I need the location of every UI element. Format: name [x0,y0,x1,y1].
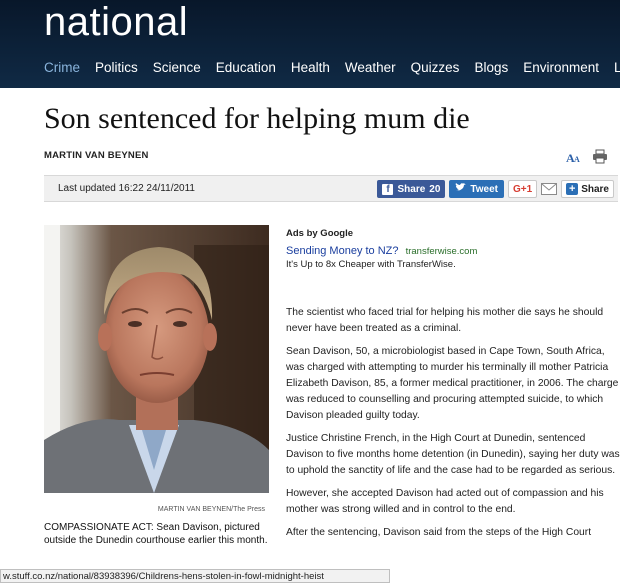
text-size-icon[interactable] [566,150,582,164]
article-tools [566,150,608,164]
facebook-share-button[interactable] [377,180,445,198]
share-label: Share [581,183,609,195]
nav-item-truncated[interactable]: L [614,59,622,75]
twitter-bird-icon [455,183,466,195]
share-buttons [377,180,614,198]
tweet-label: Tweet [470,183,499,195]
photo-caption: COMPASSIONATE ACT: Sean Davison, pictured outside the Dunedin courthouse earlier this month. [44,522,268,546]
nav-item-environment[interactable]: Environment [523,59,600,75]
nav-item-weather[interactable]: Weather [344,59,396,75]
article-paragraph: Sean Davison, 50, a microbiologist based in Cape Town, South Africa, was charged with attempting to murder his terminally ill mother Patricia Elizabeth Davison, 85, a former medical practitioner, in 2006. The charge was reduced to counselling and procuring attempted suicide, to which Davison pleaded guilty today. [286,346,619,421]
facebook-share-count: 20 [429,183,441,195]
article-body [286,305,620,548]
nav-item-science[interactable]: Science [152,59,201,75]
nav-item-blogs[interactable]: Blogs [474,59,509,75]
nav-item-education[interactable]: Education [215,59,276,75]
ad-url[interactable]: transferwise.com [405,246,478,257]
ad-text: It's Up to 8x Cheaper with TransferWise. [286,259,456,270]
masthead [0,0,620,88]
nav-item-crime[interactable]: Crime [44,59,80,75]
article-photo [44,225,269,493]
article-paragraph: The scientist who faced trial for helping his mother die says he should never have been treated as a criminal. [286,307,604,334]
article-headline: Son sentenced for helping mum die [44,102,470,135]
facebook-icon: f [382,184,393,195]
ad-title-link[interactable]: Sending Money to NZ? [286,245,399,257]
ads-label[interactable]: Ads by Google [286,228,354,239]
email-icon[interactable] [541,183,557,195]
last-updated: Last updated 16:22 24/11/2011 [58,183,195,194]
print-icon[interactable] [592,150,608,164]
ad-block [286,245,616,257]
article-paragraph: However, she accepted Davison had acted out of compassion and his mother was strong willed and in control to the end. [286,488,604,515]
tweet-button[interactable] [449,180,504,198]
article-paragraph: After the sentencing, Davison said from the steps of the High Court [286,527,592,538]
svg-text:A: A [566,151,575,165]
browser-status-url: w.stuff.co.nz/national/83938396/Childrens-hens-stolen-in-fowl-midnight-heist [0,569,390,583]
nav-item-politics[interactable]: Politics [95,59,138,75]
photo-credit: MARTIN VAN BEYNEN/The Press [157,506,265,513]
nav-item-health[interactable]: Health [290,59,330,75]
article-paragraph: Justice Christine French, in the High Court at Dunedin, sentenced Davison to five months home detention (in Dunedin), saying her duty was to uphold the sanctity of life and the case had to be regarded as serious. [286,433,620,476]
google-ads [286,228,616,270]
google-plus-button[interactable]: G+1 [508,180,537,198]
main-nav [0,52,620,82]
share-button[interactable] [561,180,614,198]
svg-text:A: A [574,155,580,164]
article-byline[interactable]: MARTIN VAN BEYNEN [44,150,149,161]
facebook-share-label: Share [397,183,426,195]
plus-icon: + [566,183,578,195]
site-logo[interactable]: national [44,0,189,44]
nav-item-quizzes[interactable]: Quizzes [410,59,460,75]
share-bar [44,175,618,202]
